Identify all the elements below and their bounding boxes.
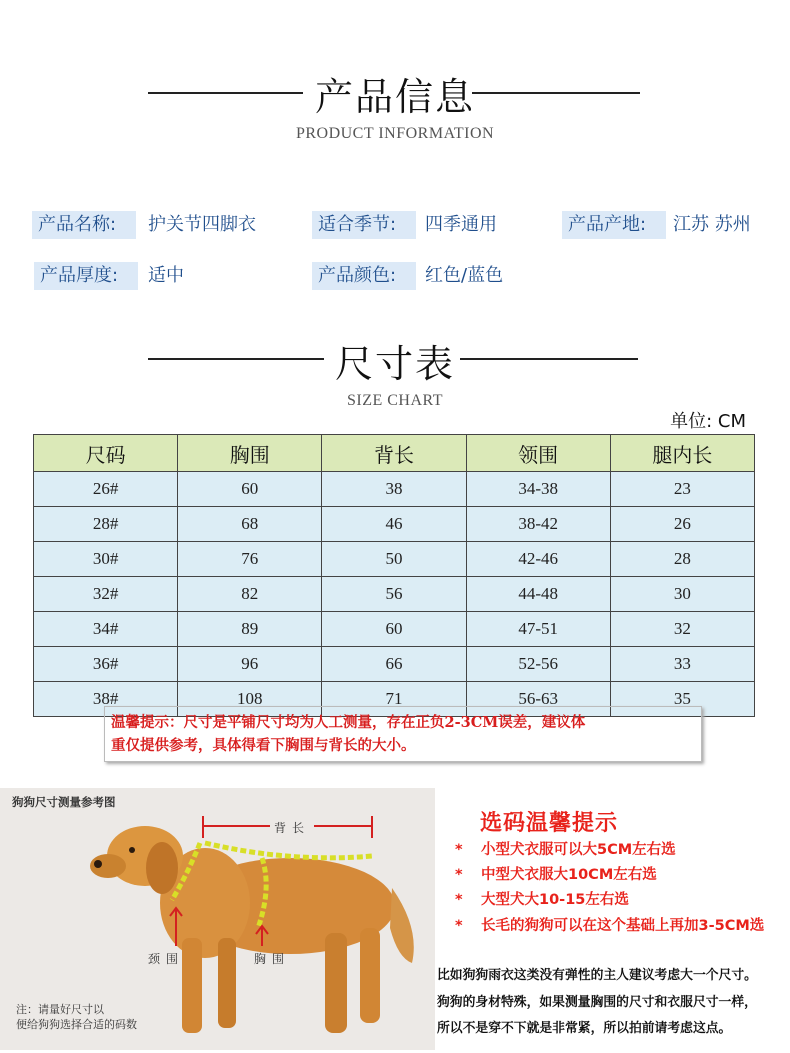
info-value-season: 四季通用	[425, 214, 497, 235]
table-cell: 34-38	[466, 472, 610, 507]
table-cell: 42-46	[466, 542, 610, 577]
unit-label: 单位: CM	[670, 411, 746, 432]
table-cell: 50	[322, 542, 466, 577]
table-cell: 38-42	[466, 507, 610, 542]
warning-line-1: 温馨提示：尺寸是平铺尺寸均为人工测量，存在正负2-3CM误差，建议体	[111, 714, 586, 731]
table-cell: 44-48	[466, 577, 610, 612]
measurement-note	[16, 1002, 137, 1032]
table-cell: 66	[322, 647, 466, 682]
table-cell: 46	[322, 507, 466, 542]
table-row	[34, 612, 755, 647]
table-row	[34, 577, 755, 612]
table-cell: 33	[610, 647, 754, 682]
col-header: 领围	[466, 435, 610, 472]
table-cell: 60	[322, 612, 466, 647]
back-length-label: 背长	[270, 819, 314, 836]
tips-paragraph-line-3: 所以不是穿不下就是非常紧，所以拍前请考虑这点。	[437, 1021, 732, 1036]
tip-text: 大型犬大10-15左右选	[481, 892, 629, 908]
chest-label: 胸围	[254, 952, 291, 966]
table-cell: 30	[610, 577, 754, 612]
size-table	[33, 434, 755, 717]
note-line-1: 注：请量好尺寸以	[16, 1003, 104, 1016]
table-cell: 52-56	[466, 647, 610, 682]
table-row	[34, 542, 755, 577]
tip-text: 中型犬衣服大10CM左右选	[481, 867, 657, 883]
col-header: 腿内长	[610, 435, 754, 472]
size-chart-subtitle: SIZE CHART	[346, 392, 444, 409]
table-cell: 23	[610, 472, 754, 507]
col-header: 胸围	[178, 435, 322, 472]
table-cell: 71	[322, 682, 466, 717]
info-value-origin: 江苏 苏州	[673, 214, 751, 235]
table-row	[34, 647, 755, 682]
table-cell: 26	[610, 507, 754, 542]
table-header-row	[34, 435, 755, 472]
table-cell: 26#	[34, 472, 178, 507]
table-cell: 108	[178, 682, 322, 717]
tips-title: 选码温馨提示	[480, 811, 619, 836]
size-warning-box	[104, 706, 702, 762]
star-icon: *	[455, 918, 463, 934]
info-label-name: 产品名称:	[32, 211, 136, 239]
table-cell: 56-63	[466, 682, 610, 717]
tip-text: 小型犬衣服可以大5CM左右选	[481, 842, 676, 858]
note-line-2: 便给狗狗选择合适的码数	[16, 1018, 137, 1031]
info-label-color: 产品颜色:	[312, 262, 416, 290]
info-value-thickness: 适中	[148, 265, 184, 286]
measurement-diagram	[0, 788, 435, 1050]
neck-label: 颈围	[148, 952, 185, 966]
star-icon: *	[455, 867, 463, 883]
measurement-title: 狗狗尺寸测量参考图	[12, 795, 116, 809]
table-cell: 47-51	[466, 612, 610, 647]
table-cell: 34#	[34, 612, 178, 647]
table-cell: 35	[610, 682, 754, 717]
table-cell: 28#	[34, 507, 178, 542]
table-cell: 30#	[34, 542, 178, 577]
col-header: 背长	[322, 435, 466, 472]
tip-item	[455, 914, 764, 935]
info-value-color: 红色/蓝色	[425, 265, 504, 286]
star-icon: *	[455, 892, 463, 908]
table-cell: 28	[610, 542, 754, 577]
tips-paragraph-line-2: 狗狗的身材特殊，如果测量胸围的尺寸和衣服尺寸一样，	[437, 995, 757, 1010]
info-label-thickness: 产品厚度:	[34, 262, 138, 290]
table-row	[34, 472, 755, 507]
table-cell: 96	[178, 647, 322, 682]
tip-item	[455, 863, 657, 884]
star-icon: *	[455, 842, 463, 858]
warning-line-2: 重仅提供参考，具体得看下胸围与背长的大小。	[111, 737, 416, 754]
table-cell: 38#	[34, 682, 178, 717]
table-cell: 60	[178, 472, 322, 507]
table-cell: 32	[610, 612, 754, 647]
tip-item	[455, 838, 676, 859]
info-label-season: 适合季节:	[312, 211, 416, 239]
table-cell: 68	[178, 507, 322, 542]
table-cell: 38	[322, 472, 466, 507]
table-cell: 32#	[34, 577, 178, 612]
table-cell: 82	[178, 577, 322, 612]
tip-text: 长毛的狗狗可以在这个基础上再加3-5CM选	[481, 918, 765, 934]
table-cell: 89	[178, 612, 322, 647]
tips-paragraph-line-1: 比如狗狗雨衣这类没有弹性的主人建议考虑大一个尺寸。	[437, 968, 757, 983]
col-header: 尺码	[34, 435, 178, 472]
tip-item	[455, 888, 629, 909]
size-chart-title: 尺寸表	[334, 342, 455, 386]
table-cell: 36#	[34, 647, 178, 682]
table-row	[34, 507, 755, 542]
table-cell: 76	[178, 542, 322, 577]
table-cell: 56	[322, 577, 466, 612]
product-info-title: 产品信息	[314, 75, 475, 119]
info-label-origin: 产品产地:	[562, 211, 666, 239]
product-info-subtitle: PRODUCT INFORMATION	[295, 125, 495, 142]
info-value-name: 护关节四脚衣	[148, 214, 256, 235]
